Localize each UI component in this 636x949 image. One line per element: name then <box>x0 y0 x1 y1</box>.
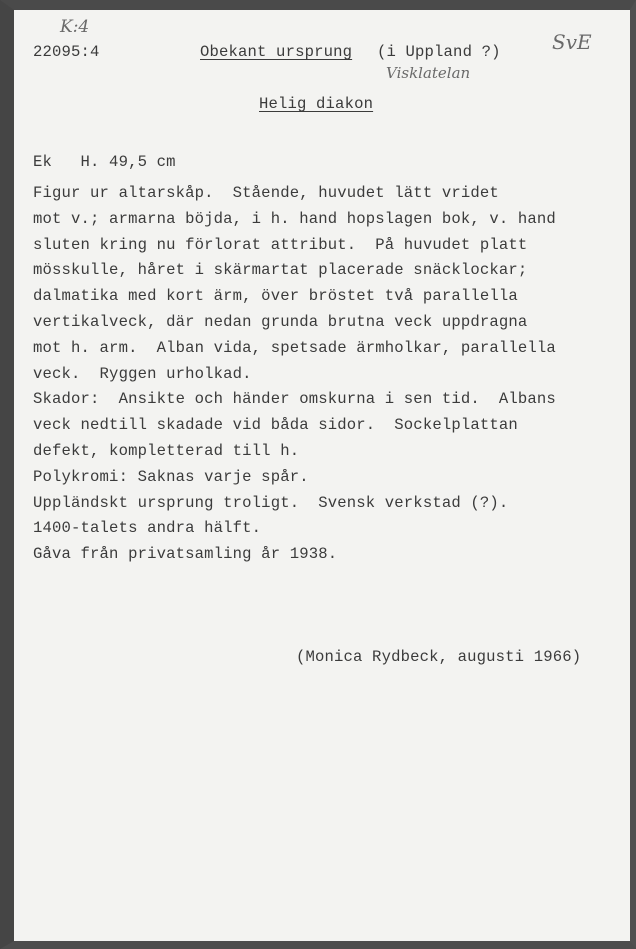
description-line: defekt, kompletterad till h. <box>33 441 300 460</box>
description-line: Figur ur altarskåp. Stående, huvudet lätt vridet <box>33 184 499 202</box>
description-line: dalmatika med kort ärm, över bröstet två parallella <box>33 287 518 306</box>
description-text <box>33 181 556 568</box>
description-line: Skador: Ansikte och händer omskurna i sen tid. Albans <box>33 390 556 409</box>
origin-note: (i Uppland ?) <box>377 43 501 61</box>
description-line: mösskulle, håret i skärmartat placerade snäcklockar; <box>33 261 528 280</box>
object-title: Helig diakon <box>259 95 374 113</box>
description-line: mot h. arm. Alban vida, spetsade ärmholkar, parallella <box>33 338 556 357</box>
author-signature: (Monica Rydbeck, augusti 1966) <box>296 648 582 666</box>
handwritten-note: Visklatelan <box>386 64 471 82</box>
inventory-number: 22095:4 <box>33 43 100 61</box>
description-line: sluten kring nu förlorat attribut. På huvudet platt <box>33 235 528 254</box>
description-line: Uppländskt ursprung troligt. Svensk verkstad (?). <box>33 493 509 512</box>
description-line: vertikalveck, där nedan grunda brutna veck uppdragna <box>33 312 528 331</box>
description-line: Gåva från privatsamling år 1938. <box>33 545 338 564</box>
handwritten-initials: SvE <box>552 30 592 54</box>
description-line: veck. Ryggen urholkad. <box>33 364 252 383</box>
description-line: 1400-talets andra hälft. <box>33 519 262 538</box>
description-line: Polykromi: Saknas varje spår. <box>33 467 309 486</box>
material-and-height: Ek H. 49,5 cm <box>33 153 176 171</box>
description-line: veck nedtill skadade vid båda sidor. Sockelplattan <box>33 416 518 435</box>
handwritten-code: K:4 <box>60 17 90 37</box>
description-line: mot v.; armarna böjda, i h. hand hopslagen bok, v. hand <box>33 209 556 228</box>
origin-label: Obekant ursprung <box>200 43 353 61</box>
